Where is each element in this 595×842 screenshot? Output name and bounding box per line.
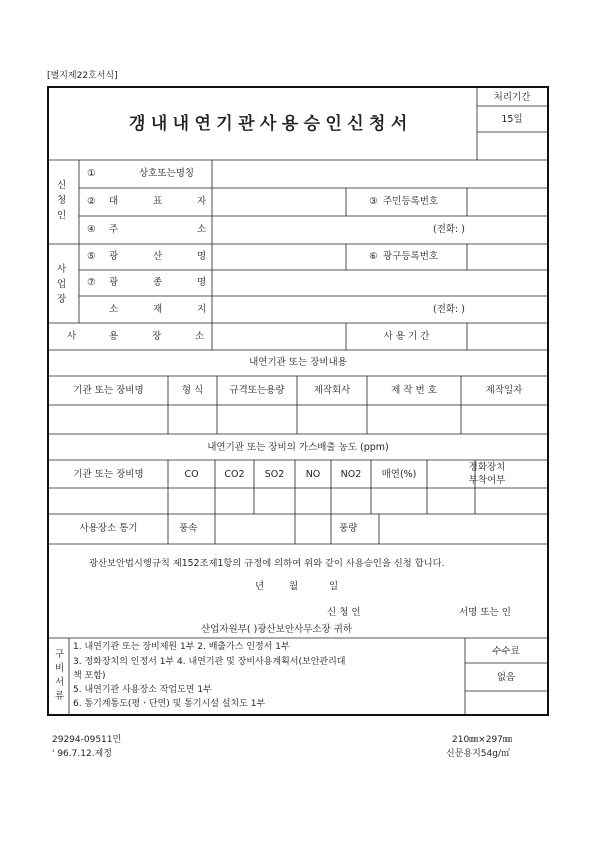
mineral-label-2: 종 [153, 277, 163, 288]
declaration-date-month: 월 [289, 581, 299, 592]
address-phone: (전화: ) [433, 224, 465, 235]
usage-place-label-4: 소 [195, 331, 205, 342]
address-field[interactable] [213, 217, 546, 243]
declaration-recipient: 산업자원부( )광산보안사무소장 귀하 [201, 624, 353, 635]
gas-header-purifier-1: 정화장치 [468, 462, 506, 473]
equipment-header-name: 기관 또는 장비명 [73, 385, 144, 396]
business-group-label-2: 업 [57, 279, 67, 290]
location-field[interactable] [213, 297, 546, 322]
footer-enactment-date: ' 96.7.12.제정 [52, 749, 112, 759]
processing-period-label: 처리기간 [493, 92, 531, 103]
equipment-header-maker: 제작회사 [313, 385, 351, 396]
applicant-group-label-3: 인 [57, 210, 67, 221]
document-line-4: 5. 내연기관 사용장소 작업도면 1부 [73, 685, 212, 695]
applicant-group-label-1: 신 [57, 180, 67, 191]
equipment-header-spec: 규격또는용량 [229, 385, 285, 396]
wind-volume-label: 풍량 [339, 523, 358, 534]
representative-label-1: 대 [109, 196, 119, 207]
documents-label-3: 서 [55, 677, 65, 688]
gas-header-purifier-2: 부착여부 [468, 475, 506, 486]
equipment-section-title: 내연기관 또는 장비내용 [249, 357, 347, 368]
gas-section-title: 내연기관 또는 장비의 가스배출 농도 (ppm) [207, 442, 389, 453]
business-group-label-1: 사 [57, 264, 67, 275]
mine-name-label-3: 명 [197, 251, 207, 262]
resident-number-index: ③ [369, 196, 378, 207]
usage-period-label: 사 용 기 간 [383, 331, 430, 342]
wind-volume-field[interactable] [380, 515, 546, 543]
document-line-5: 6. 통기계통도(평ㆍ단면) 및 통기시설 설치도 1부 [73, 699, 266, 709]
application-form [47, 86, 549, 716]
representative-field[interactable] [213, 189, 345, 215]
form-title: 갱내내연기관사용승인신청서 [129, 114, 413, 134]
footer-paper-type: 신문용지54g/㎡ [446, 749, 510, 759]
location-label-2: 재 [153, 304, 163, 315]
mineral-number: ⑦ [87, 277, 96, 288]
ventilation-label: 사용장소 통기 [79, 523, 138, 534]
equipment-data-row[interactable] [50, 406, 546, 433]
mineral-label-3: 명 [197, 277, 207, 288]
mine-name-field[interactable] [213, 245, 345, 269]
wind-speed-field[interactable] [216, 515, 294, 543]
location-phone: (전화: ) [433, 304, 465, 315]
gas-header-co2: CO2 [224, 469, 245, 480]
mineral-label-1: 광 [109, 277, 119, 288]
document-line-1: 1. 내연기관 또는 장비제원 1부 2. 배출가스 인정서 1부 [73, 642, 290, 652]
declaration-applicant: 신 청 인 [327, 607, 361, 618]
gas-header-so2: SO2 [264, 469, 285, 480]
mine-name-label-2: 산 [153, 251, 163, 262]
equipment-header-type: 형 식 [181, 385, 204, 396]
name-number: ① [87, 168, 96, 179]
usage-period-field[interactable] [468, 324, 546, 349]
footer-form-code: 29294-09511민 [52, 735, 122, 745]
gas-header-no: NO [305, 469, 321, 480]
representative-label-2: 표 [153, 196, 163, 207]
usage-place-field[interactable] [213, 324, 345, 349]
fee-value: 없음 [496, 672, 516, 683]
form-number-label: [별지제22호서식] [47, 71, 118, 81]
applicant-group-label-2: 청 [57, 195, 67, 206]
processing-period-value: 15일 [501, 114, 523, 125]
address-number: ④ [87, 224, 96, 235]
declaration-signature: 서명 또는 인 [459, 607, 511, 618]
equipment-header-serial: 제 작 번 호 [391, 385, 437, 396]
mineral-field[interactable] [213, 271, 546, 295]
business-group-label-3: 장 [57, 294, 67, 305]
fee-label: 수수료 [492, 646, 520, 657]
mine-name-label-1: 광 [109, 251, 119, 262]
location-label-3: 지 [197, 304, 207, 315]
wind-speed-label: 풍속 [179, 523, 198, 534]
resident-number-label: 주민등록번호 [383, 196, 439, 207]
gas-header-co: CO [184, 469, 199, 480]
usage-place-label-3: 장 [152, 331, 162, 342]
mining-registration-field[interactable] [468, 245, 546, 269]
usage-place-label-2: 용 [109, 331, 119, 342]
representative-label-3: 자 [197, 196, 207, 207]
resident-number-field[interactable] [468, 189, 546, 215]
footer-paper-size: 210㎜×297㎜ [452, 735, 512, 745]
document-line-3: 책 포함) [73, 671, 106, 681]
document-line-2: 3. 정화장치의 인정서 1부 4. 내연기관 및 장비사용계획서(보안관리대 [73, 657, 346, 667]
name-field[interactable] [213, 161, 546, 187]
mining-registration-label: 광구등록번호 [383, 251, 439, 262]
mining-registration-number: ⑥ [369, 251, 378, 262]
documents-label-4: 류 [55, 691, 65, 702]
address-label-2: 소 [197, 224, 207, 235]
documents-label-1: 구 [55, 649, 65, 660]
location-label-1: 소 [109, 304, 119, 315]
declaration-text: 광산보안법시행규칙 제152조제1항의 규정에 의하여 위와 같이 사용승인을 신청 합니다. [89, 558, 445, 569]
representative-number: ② [87, 196, 96, 207]
name-label: 상호또는명칭 [139, 168, 195, 179]
gas-header-smoke: 매연(%) [381, 469, 417, 480]
documents-label-2: 비 [55, 663, 65, 674]
gas-header-no2: NO2 [340, 469, 362, 480]
declaration-date-day: 일 [329, 581, 339, 592]
mine-name-number: ⑤ [87, 251, 96, 262]
declaration-date-year: 년 [255, 581, 265, 592]
gas-data-row[interactable] [50, 489, 546, 513]
address-label-1: 주 [109, 224, 119, 235]
equipment-header-date: 제작일자 [485, 385, 523, 396]
gas-header-name: 기관 또는 장비명 [73, 469, 144, 480]
usage-place-label-1: 사 [67, 331, 77, 342]
